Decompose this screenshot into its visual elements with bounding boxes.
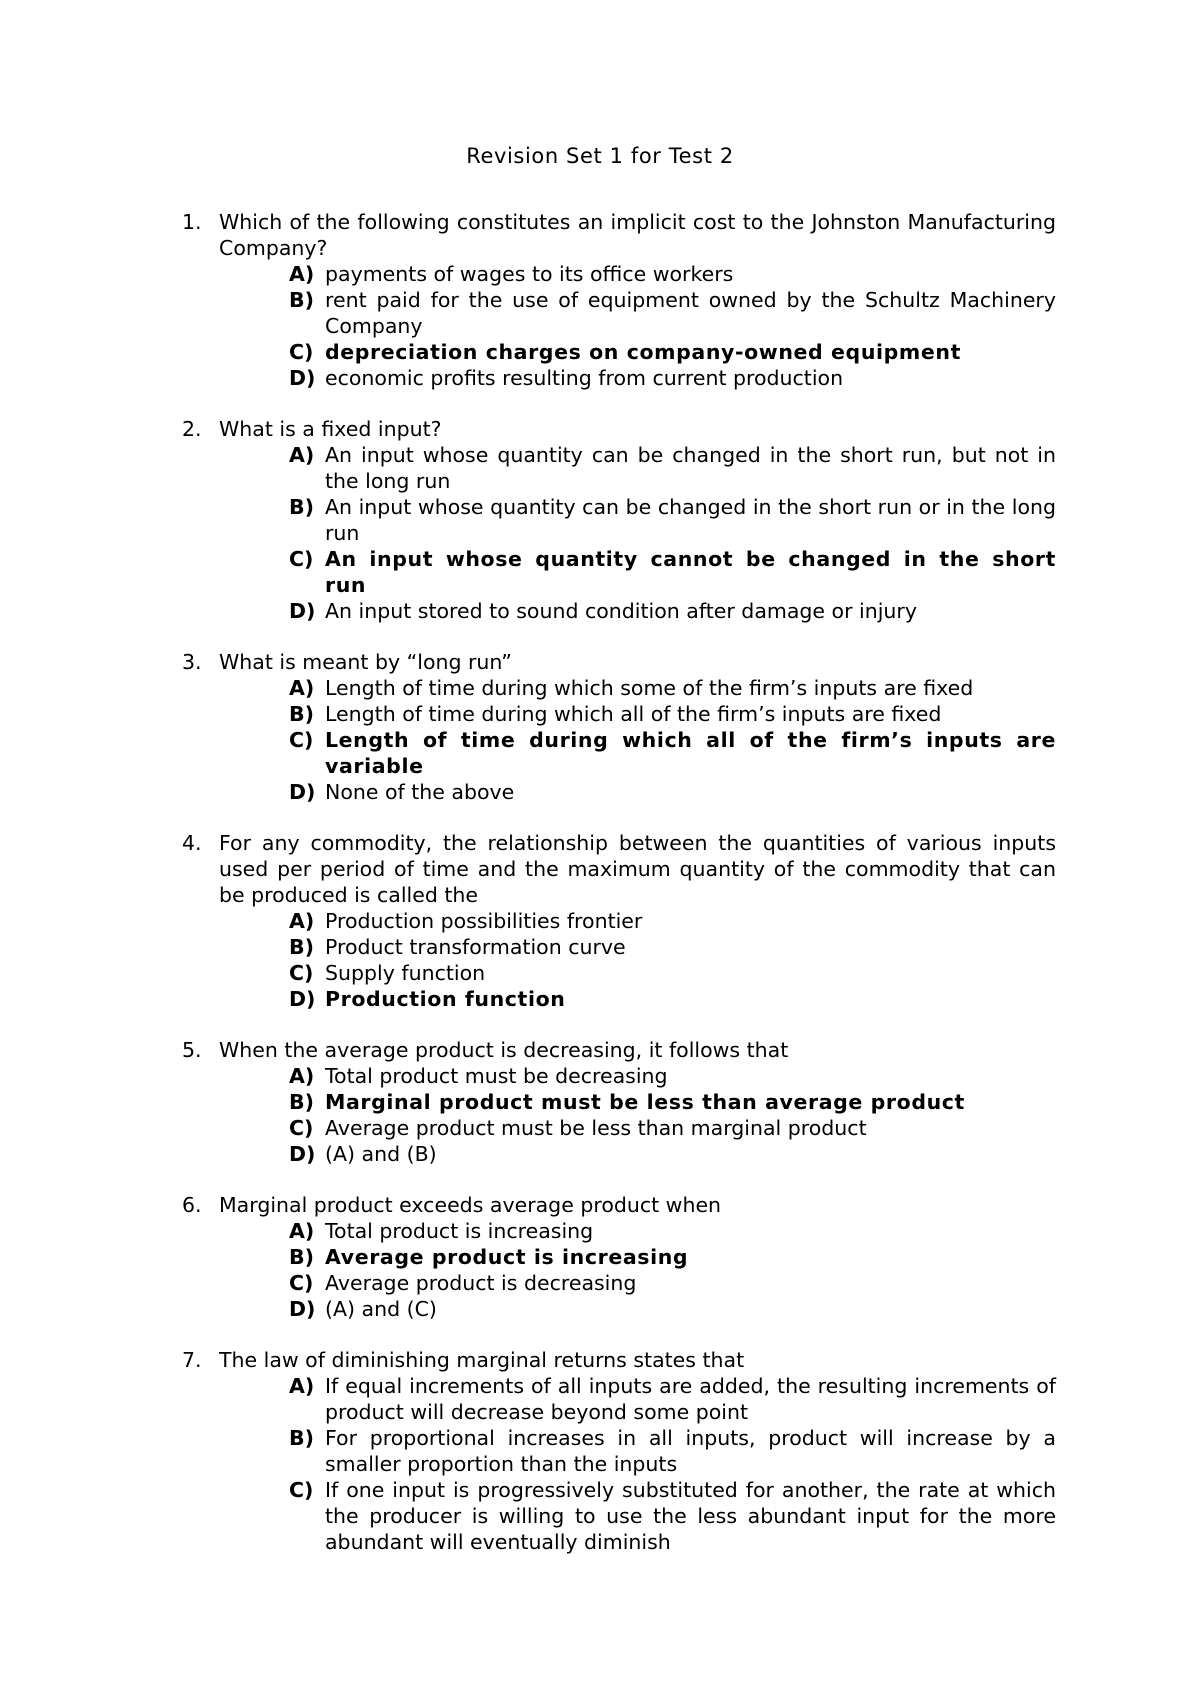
option-text: (A) and (B): [325, 1142, 437, 1166]
answer-option-correct: [289, 986, 1056, 1012]
answer-option: [289, 1115, 1056, 1141]
option-label: B): [289, 1245, 314, 1269]
option-label: A): [289, 262, 315, 286]
answer-option: [289, 1270, 1056, 1296]
option-label: D): [289, 780, 316, 804]
answer-option-correct: [289, 1244, 1056, 1270]
answer-option: [289, 1425, 1056, 1477]
question-number: 6.: [182, 1193, 202, 1217]
option-text: Total product must be decreasing: [325, 1064, 668, 1088]
option-label: A): [289, 909, 315, 933]
question-4: [182, 830, 1056, 1012]
option-label: A): [289, 1219, 315, 1243]
answer-option-correct: [289, 1089, 1056, 1115]
question-7: [182, 1347, 1056, 1555]
answer-option: [289, 442, 1056, 494]
option-list: [182, 1373, 1056, 1555]
answer-option: [289, 701, 1056, 727]
answer-option: [289, 779, 1056, 805]
question-text: What is a fixed input?: [219, 417, 442, 441]
option-label: D): [289, 599, 316, 623]
option-label: A): [289, 1374, 315, 1398]
option-label: D): [289, 987, 316, 1011]
question-number: 7.: [182, 1348, 202, 1372]
option-list: [182, 908, 1056, 1012]
option-label: C): [289, 1478, 314, 1502]
answer-option: [289, 960, 1056, 986]
answer-option-correct: [289, 727, 1056, 779]
page-title: Revision Set 1 for Test 2: [466, 144, 734, 168]
question-text: What is meant by “long run”: [219, 650, 512, 674]
option-label: C): [289, 1271, 314, 1295]
option-list: [182, 1218, 1056, 1322]
option-text: Production possibilities frontier: [325, 909, 643, 933]
option-text: If equal increments of all inputs are added, the resulting increments of product will decrease beyond some point: [325, 1374, 1056, 1424]
option-text: depreciation charges on company-owned equipment: [325, 340, 961, 364]
option-label: D): [289, 366, 316, 390]
option-text: rent paid for the use of equipment owned by the Schultz Machinery Company: [325, 288, 1056, 338]
option-label: C): [289, 728, 314, 752]
option-label: B): [289, 1426, 314, 1450]
option-text: payments of wages to its office workers: [325, 262, 734, 286]
option-label: C): [289, 547, 314, 571]
option-label: B): [289, 1090, 314, 1114]
option-list: [182, 1063, 1056, 1167]
question-2: [182, 416, 1056, 624]
question-text: For any commodity, the relationship between the quantities of various inputs used per period of time and the maximum quantity of the commodity that can be produced is called the: [219, 831, 1056, 907]
option-text: Length of time during which all of the firm’s inputs are variable: [325, 728, 1056, 778]
option-text: Length of time during which all of the firm’s inputs are fixed: [325, 702, 942, 726]
option-text: Supply function: [325, 961, 486, 985]
option-text: An input whose quantity cannot be changed in the short run: [325, 547, 1056, 597]
option-list: [182, 675, 1056, 805]
answer-option: [289, 287, 1056, 339]
answer-option: [289, 261, 1056, 287]
question-stem: [182, 416, 1056, 442]
option-label: D): [289, 1297, 316, 1321]
option-label: A): [289, 676, 315, 700]
option-label: A): [289, 1064, 315, 1088]
answer-option: [289, 1296, 1056, 1322]
option-label: B): [289, 702, 314, 726]
question-6: [182, 1192, 1056, 1322]
option-text: An input whose quantity can be changed in the short run, but not in the long run: [325, 443, 1056, 493]
option-label: B): [289, 495, 314, 519]
answer-option: [289, 365, 1056, 391]
option-text: For proportional increases in all inputs, product will increase by a smaller proportion than the inputs: [325, 1426, 1056, 1476]
option-label: C): [289, 961, 314, 985]
question-text: When the average product is decreasing, it follows that: [219, 1038, 789, 1062]
question-stem: [182, 830, 1056, 908]
question-text: Marginal product exceeds average product when: [219, 1193, 722, 1217]
question-number: 1.: [182, 210, 202, 234]
option-text: If one input is progressively substituted for another, the rate at which the producer is willing to use the less abundant input for the more abundant will eventually diminish: [325, 1478, 1056, 1554]
option-label: B): [289, 288, 314, 312]
answer-option: [289, 908, 1056, 934]
option-text: Total product is increasing: [325, 1219, 594, 1243]
question-text: Which of the following constitutes an implicit cost to the Johnston Manufacturing Company?: [219, 210, 1056, 260]
question-text: The law of diminishing marginal returns states that: [219, 1348, 745, 1372]
question-stem: [182, 649, 1056, 675]
answer-option: [289, 675, 1056, 701]
question-5: [182, 1037, 1056, 1167]
option-label: D): [289, 1142, 316, 1166]
option-text: Average product is decreasing: [325, 1271, 637, 1295]
question-3: [182, 649, 1056, 805]
question-stem: [182, 1347, 1056, 1373]
option-text: Marginal product must be less than average product: [325, 1090, 965, 1114]
option-text: Average product must be less than marginal product: [325, 1116, 867, 1140]
option-label: A): [289, 443, 315, 467]
option-text: Length of time during which some of the firm’s inputs are fixed: [325, 676, 974, 700]
option-text: None of the above: [325, 780, 515, 804]
option-text: Average product is increasing: [325, 1245, 689, 1269]
answer-option: [289, 1373, 1056, 1425]
question-stem: [182, 1192, 1056, 1218]
question-1: [182, 209, 1056, 391]
option-text: economic profits resulting from current production: [325, 366, 844, 390]
option-label: C): [289, 1116, 314, 1140]
question-number: 2.: [182, 417, 202, 441]
answer-option: [289, 1477, 1056, 1555]
answer-option: [289, 1063, 1056, 1089]
option-text: Product transformation curve: [325, 935, 626, 959]
option-text: (A) and (C): [325, 1297, 437, 1321]
question-number: 4.: [182, 831, 202, 855]
answer-option: [289, 494, 1056, 546]
answer-option-correct: [289, 339, 1056, 365]
answer-option: [289, 598, 1056, 624]
answer-option-correct: [289, 546, 1056, 598]
question-stem: [182, 209, 1056, 261]
option-text: An input whose quantity can be changed in the short run or in the long run: [325, 495, 1056, 545]
option-text: Production function: [325, 987, 566, 1011]
option-list: [182, 261, 1056, 391]
option-label: B): [289, 935, 314, 959]
answer-option: [289, 934, 1056, 960]
question-number: 5.: [182, 1038, 202, 1062]
option-text: An input stored to sound condition after damage or injury: [325, 599, 917, 623]
answer-option: [289, 1141, 1056, 1167]
option-label: C): [289, 340, 314, 364]
question-number: 3.: [182, 650, 202, 674]
option-list: [182, 442, 1056, 624]
question-list: [182, 209, 1056, 1555]
answer-option: [289, 1218, 1056, 1244]
question-stem: [182, 1037, 1056, 1063]
